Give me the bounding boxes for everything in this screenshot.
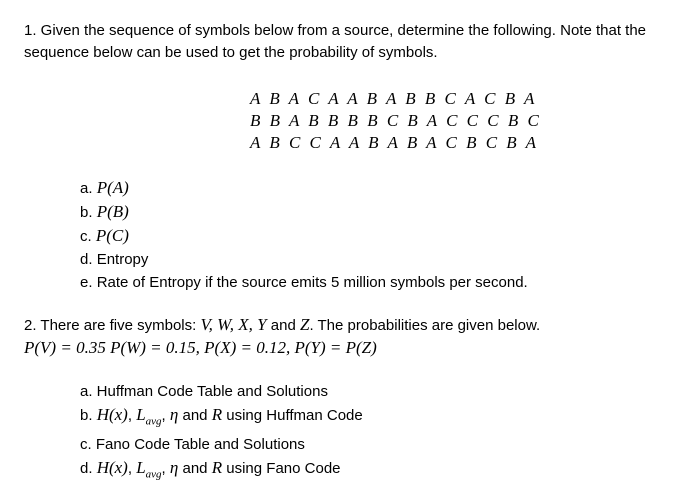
q2-item-a: a. Huffman Code Table and Solutions xyxy=(80,383,328,400)
q2-probabilities: P(V) = 0.35 P(W) = 0.15, P(X) = 0.12, P(Y) = P(Z) xyxy=(24,338,377,357)
q1-item-d: d. Entropy xyxy=(80,251,149,268)
sequence-row: A B A C A A B A B B C A C B A xyxy=(250,89,535,108)
q1-line-1: 1. Given the sequence of symbols below from a source, determine the following. Note that the xyxy=(24,22,647,39)
question-2 xyxy=(24,314,540,359)
q2-item-d: d. H(x), $L_{avg}$, η and R using Fano Code xyxy=(80,458,341,481)
q1-item-e: e. Rate of Entropy if the source emits 5 million symbols per second. xyxy=(80,274,528,291)
q1-item-b: b. P(B) xyxy=(80,202,129,221)
q1-line-2: sequence below can be used to get the probability of symbols. xyxy=(24,44,438,61)
symbol-sequence xyxy=(250,88,539,154)
q2-item-b: b. H(x), $L_{avg}$, η and R using Huffman Code xyxy=(80,405,363,428)
q2-items xyxy=(80,380,363,487)
question-1 xyxy=(24,20,646,64)
q1-items xyxy=(80,176,528,294)
q1-item-c: c. P(C) xyxy=(80,226,129,245)
q2-intro: 2. There are five symbols: V, W, X, Y and Z. The probabilities are given below. xyxy=(24,315,541,334)
q1-item-a: a. P(A) xyxy=(80,178,129,197)
sequence-row: A B C C A A B A B A C B C B A xyxy=(250,133,537,152)
q2-item-c: c. Fano Code Table and Solutions xyxy=(80,436,305,454)
sequence-row: B B A B B B B C B A C C C B C xyxy=(250,111,539,130)
